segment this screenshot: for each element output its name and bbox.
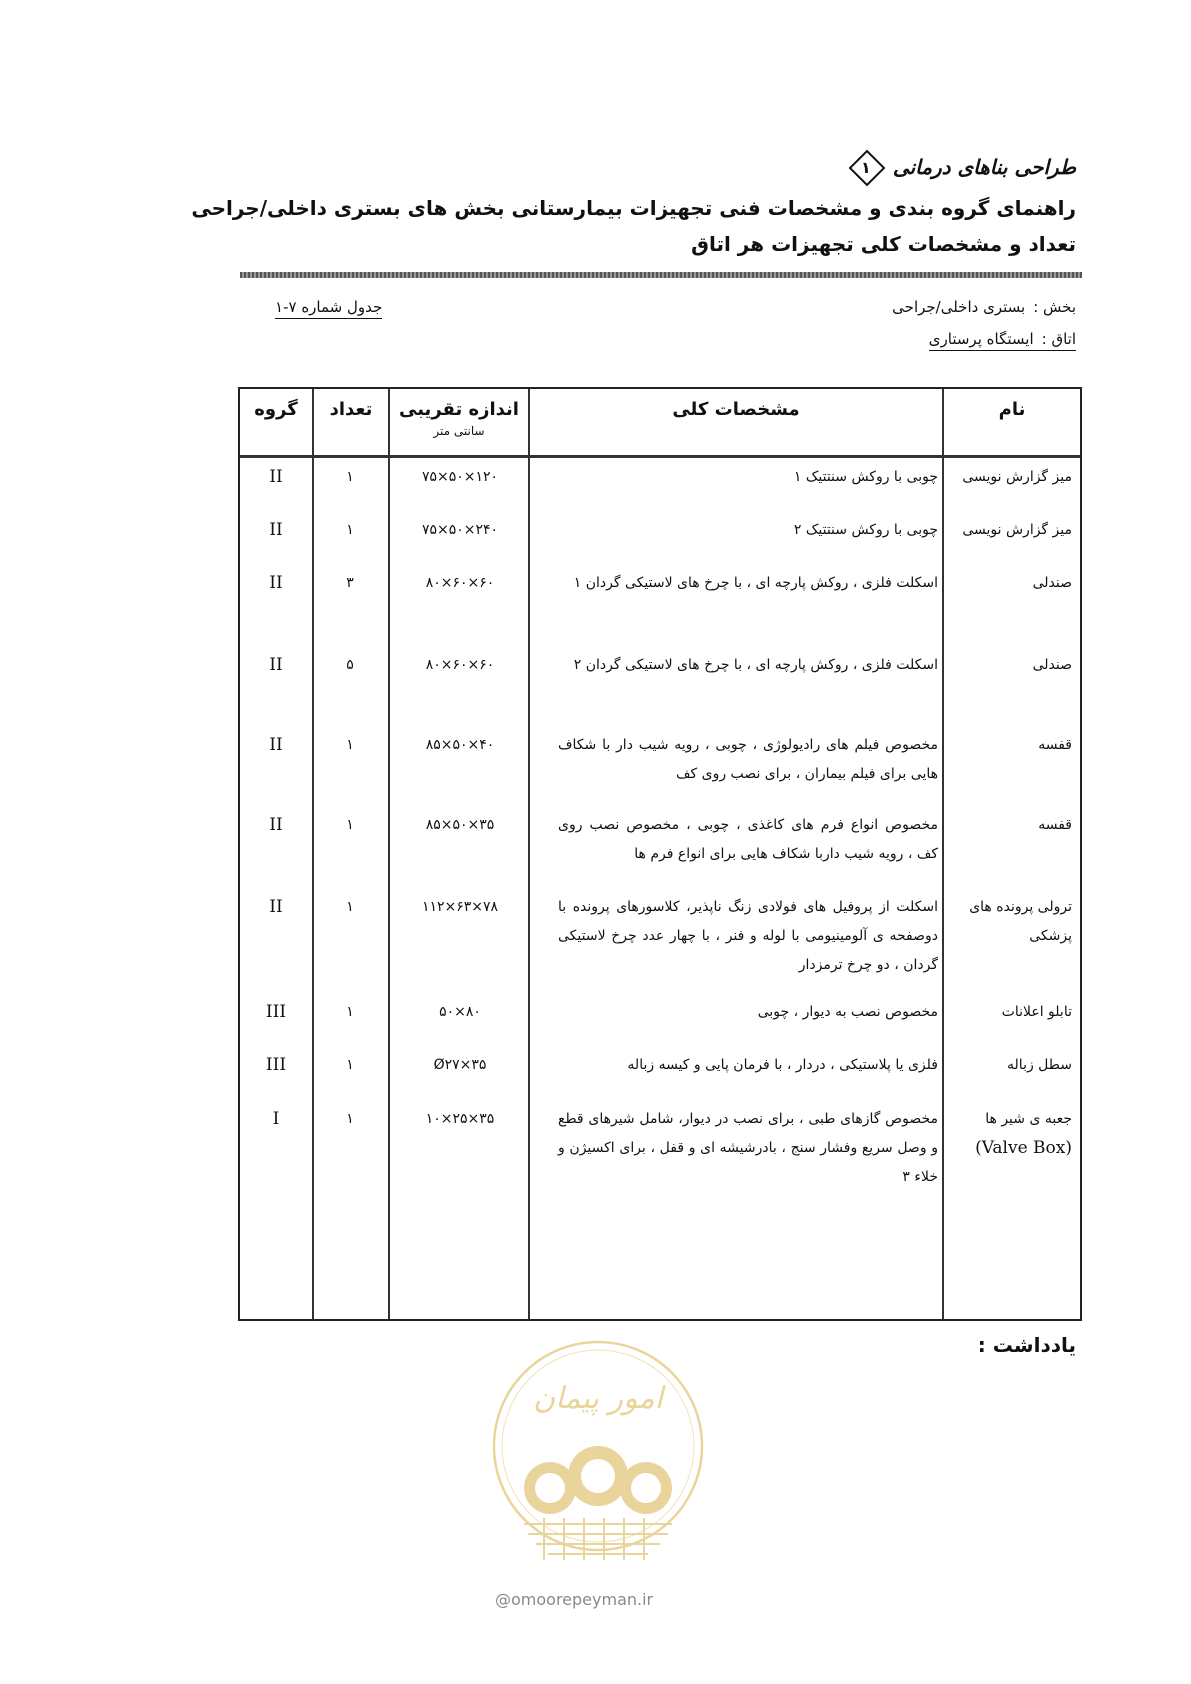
header-group-label: گروه xyxy=(254,399,298,420)
cell-spec: مخصوص نصب به دیوار ، چوبی xyxy=(757,1004,938,1020)
cell-name: میز گزارش نویسی xyxy=(962,522,1072,538)
cell-count: ۱ xyxy=(346,899,354,915)
cell-name-block xyxy=(952,1105,1072,1164)
series-title: طراحی بناهای درمانی xyxy=(892,155,1076,179)
watermark-url: @omoorepeyman.ir xyxy=(495,1590,654,1609)
cell-group: II xyxy=(269,655,283,675)
col-divider xyxy=(942,389,944,1319)
header-size-unit: سانتی متر xyxy=(433,424,485,438)
cell-size: ۷۸×۶۳×۱۱۲ xyxy=(421,899,499,915)
series-number: ۱ xyxy=(861,157,871,177)
header-name-label: نام xyxy=(998,399,1026,420)
header-count-label: تعداد xyxy=(329,399,373,420)
cell-group: I xyxy=(272,1109,280,1129)
cell-spec: فلزی یا پلاستیکی ، دردار ، با فرمان پایی و کیسه زباله xyxy=(627,1057,938,1073)
cell-name-latin: (Valve Box) xyxy=(975,1138,1072,1158)
equipment-table xyxy=(238,387,1082,1321)
cell-spec: چوبی با روکش سنتتیک ۱ xyxy=(793,469,938,485)
cell-size: ۴۰×۵۰×۸۵ xyxy=(425,737,495,753)
cell-size: ۸۰×۵۰ xyxy=(439,1004,481,1020)
section-label: بخش : xyxy=(1033,298,1076,316)
cell-count: ۱ xyxy=(346,737,354,753)
cell-size: ۶۰×۶۰×۸۰ xyxy=(425,575,495,591)
cell-group: II xyxy=(269,735,283,755)
cell-name: قفسه xyxy=(1038,817,1072,833)
cell-group: II xyxy=(269,897,283,917)
cell-size: ۶۰×۶۰×۸۰ xyxy=(425,657,495,673)
section-value: بستری داخلی/جراحی xyxy=(892,298,1026,316)
header-name xyxy=(944,389,1080,455)
cell-count: ۱ xyxy=(346,469,354,485)
section-line xyxy=(892,298,1076,316)
document-title: راهنمای گروه بندی و مشخصات فنی تجهیزات بیمارستانی بخش های بستری داخلی/جراحی xyxy=(191,196,1076,220)
room-line xyxy=(929,330,1076,351)
cell-spec: مخصوص انواع فرم های کاغذی ، چوبی ، مخصوص نصب روی کف ، رویه شیب داربا شکاف هایی برای انواع فرم ها xyxy=(558,817,938,862)
cell-group: III xyxy=(265,1055,287,1075)
cell-group: II xyxy=(269,573,283,593)
cell-name: قفسه xyxy=(1038,737,1072,753)
cell-name: تابلو اعلانات xyxy=(1001,1004,1072,1020)
cell-count: ۱ xyxy=(346,1004,354,1020)
cell-size: ۱۲۰×۵۰×۷۵ xyxy=(421,469,499,485)
cell-spec: چوبی با روکش سنتتیک ۲ xyxy=(793,522,938,538)
cell-name: ترولی پرونده های پزشکی xyxy=(969,899,1072,944)
cell-size: Ø۲۷×۳۵ xyxy=(433,1057,487,1073)
cell-name: سطل زباله xyxy=(1007,1057,1072,1073)
series-header xyxy=(849,150,1076,184)
cell-spec: مخصوص فیلم های رادیولوژی ، چوبی ، رویه شیب دار با شکاف هایی برای فیلم بیماران ، برای نصب روی کف xyxy=(558,737,938,782)
room-label: اتاق : xyxy=(1041,330,1076,348)
cell-count: ۵ xyxy=(346,657,354,673)
header-size xyxy=(390,389,528,455)
header-row-divider xyxy=(240,455,1080,458)
cell-group: II xyxy=(269,467,283,487)
cell-group: II xyxy=(269,520,283,540)
cell-group: III xyxy=(265,1002,287,1022)
watermark-logo-text: امور پیمان xyxy=(533,1381,663,1416)
series-number-diamond xyxy=(849,150,883,184)
cell-size: ۲۴۰×۵۰×۷۵ xyxy=(421,522,499,538)
cell-spec: اسکلت فلزی ، روکش پارچه ای ، با چرخ های لاستیکی گردان ۲ xyxy=(573,657,938,673)
cell-size: ۳۵×۵۰×۸۵ xyxy=(425,817,495,833)
header-divider xyxy=(240,272,1082,278)
cell-name: صندلی xyxy=(1032,575,1072,591)
room-value: ایستگاه پرستاری xyxy=(928,330,1034,348)
cell-count: ۱ xyxy=(346,522,354,538)
cell-name: صندلی xyxy=(1032,657,1072,673)
table-number: جدول شماره ۷-۱ xyxy=(275,298,382,319)
header-size-label: اندازه تقریبی xyxy=(399,399,519,420)
cell-spec: اسکلت فلزی ، روکش پارچه ای ، با چرخ های لاستیکی گردان ۱ xyxy=(573,575,938,591)
header-spec xyxy=(530,389,942,455)
note-label: یادداشت : xyxy=(977,1333,1076,1357)
document-subtitle: تعداد و مشخصات کلی تجهیزات هر اتاق xyxy=(691,232,1076,256)
cell-name: جعبه ی شیر ها xyxy=(985,1111,1072,1127)
header-count xyxy=(314,389,388,455)
cell-group: II xyxy=(269,815,283,835)
watermark-logo xyxy=(488,1328,708,1618)
cell-spec: مخصوص گازهای طبی ، برای نصب در دیوار، شامل شیرهای قطع و وصل سریع وفشار سنج ، بادرشیشه ای و قفل ، برای اکسیژن و خلاء ۳ xyxy=(558,1111,938,1185)
header-group xyxy=(240,389,312,455)
cell-count: ۱ xyxy=(346,1111,354,1127)
cell-count: ۱ xyxy=(346,1057,354,1073)
cell-name: میز گزارش نویسی xyxy=(962,469,1072,485)
cell-count: ۱ xyxy=(346,817,354,833)
cell-size: ۳۵×۲۵×۱۰ xyxy=(425,1111,495,1127)
cell-count: ۳ xyxy=(346,575,354,591)
header-spec-label: مشخصات کلی xyxy=(672,399,800,420)
cell-spec: اسکلت از پروفیل های فولادی زنگ ناپذیر، کلاسورهای پرونده با دوصفحه ی آلومینیومی با لوله و فنر ، با چهار عدد چرخ لاستیکی گردان ، دو چرخ ترمزدار xyxy=(558,899,938,973)
